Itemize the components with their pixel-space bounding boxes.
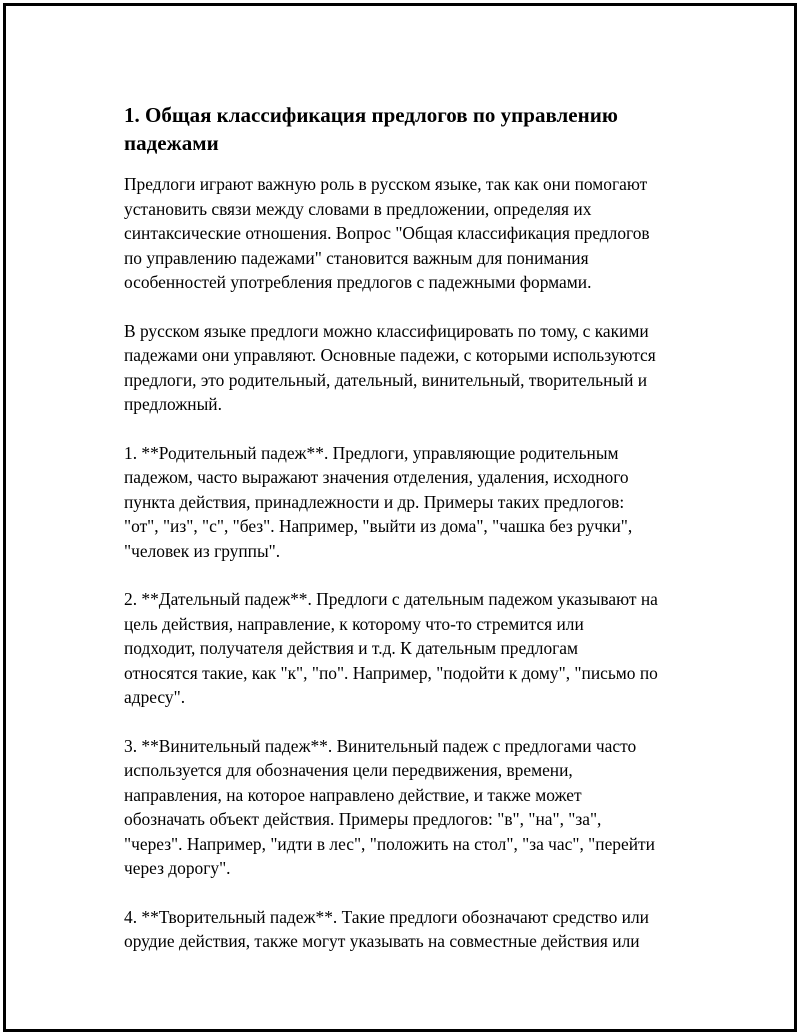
- paragraph-genitive: 1. **Родительный падеж**. Предлоги, управляющие родительным падежом, часто выражают значения отделения, удаления, исходного пункта действия, принадлежности и др. Примеры таких предлогов: "от", "из", "с", "без". Например, "выйти из дома", "чашка без ручки", "человек из группы".: [124, 442, 633, 561]
- paragraph-intro: Предлоги играют важную роль в русском языке, так как они помогают установить связи между словами в предложении, определяя их синтаксические отношения. Вопрос "Общая классификация предлогов по управлению падежами" становится важным для понимания особенностей употребления предлогов с падежными формами.: [124, 174, 650, 292]
- document-title: 1. Общая классификация предлогов по управлению падежами: [124, 103, 618, 155]
- paragraph-dative: 2. **Дательный падеж**. Предлоги с дательным падежом указывают на цель действия, направление, к которому что-то стремится или подходит, получателя действия и т.д. К дательным предлогам относятся такие, как "к", "по". Например, "подойти к дому", "письмо по адресу".: [124, 589, 658, 707]
- paragraph-accusative: 3. **Винительный падеж**. Винительный падеж с предлогами часто используется для обозначения цели передвижения, времени, направления, на которое направлено действие, и также может обозначать объект действия. Примеры предлогов: "в", "на", "за", "через". Например, "идти в лес", "положить на стол", "за час", "перейти через дорогу".: [124, 735, 655, 878]
- paragraph-instrumental: 4. **Творительный падеж**. Такие предлоги обозначают средство или орудие действия, также могут указывать на совместные действия или: [124, 906, 649, 951]
- page-frame: [3, 3, 797, 1032]
- paragraph-overview: В русском языке предлоги можно классифицировать по тому, с какими падежами они управляют. Основные падежи, с которыми используются предлоги, это родительный, дательный, винительный, творительный и предложный.: [124, 320, 656, 414]
- document-body: [124, 101, 704, 978]
